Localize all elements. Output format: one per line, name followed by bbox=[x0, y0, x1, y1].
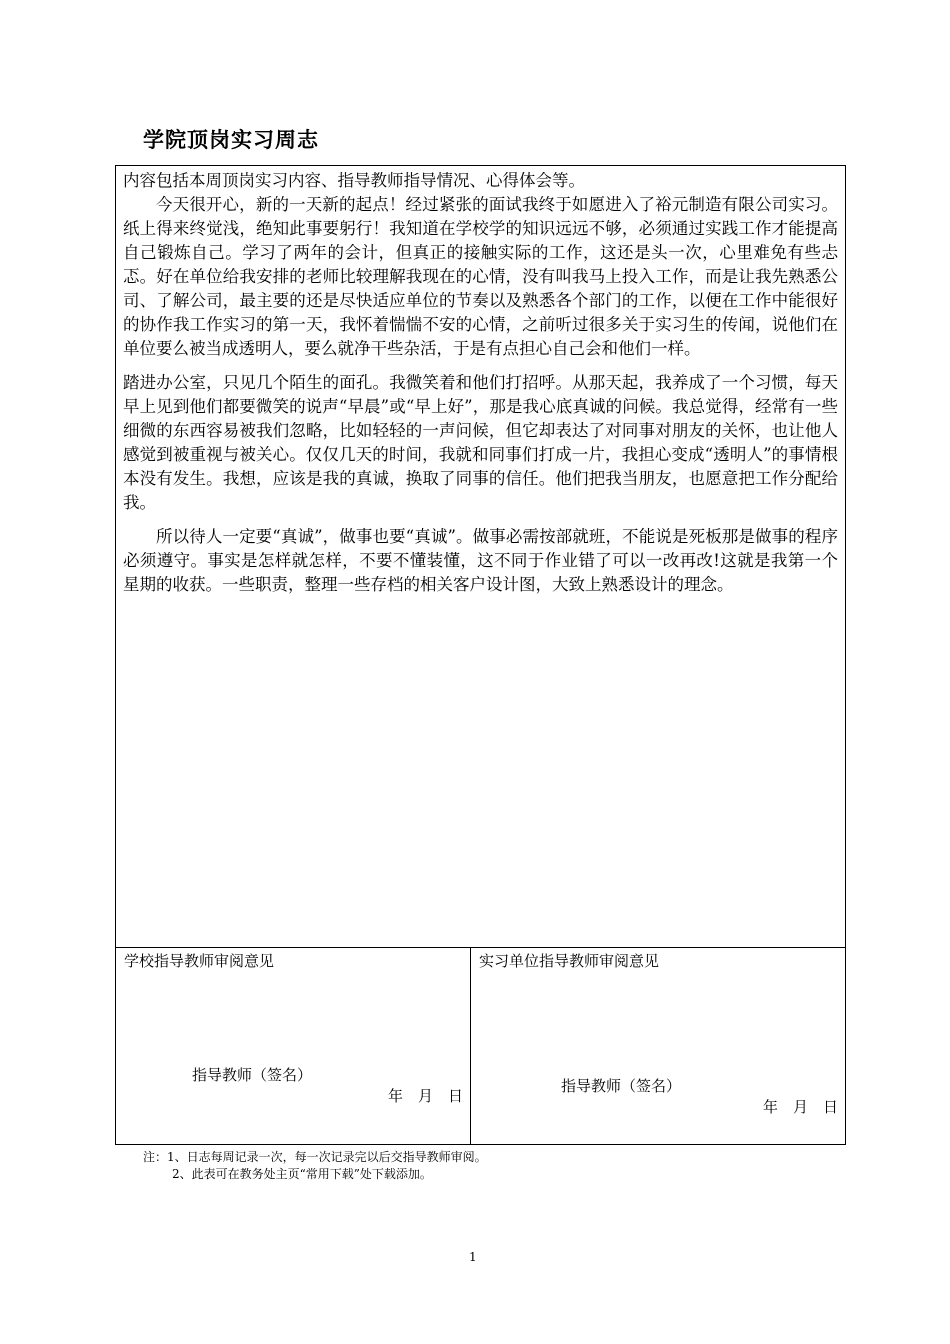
school-teacher-signature: 指导教师（签名） bbox=[192, 1066, 313, 1084]
journal-content-cell bbox=[116, 166, 845, 948]
journal-paragraph-1: 今天很开心，新的一天新的起点！经过紧张的面试我终于如愿进入了裕元制造有限公司实习。纸上得来终觉浅，绝知此事要躬行！我知道在学校学的知识远远不够，必须通过实践工作才能提高自己锻炼自己。学习了两年的会计，但真正的接触实际的工作，这还是头一次，心里难免有些忐忑。好在单位给我安排的老师比较理解我现在的心情，没有叫我马上投入工作，而是让我先熟悉公司、了解公司，最主要的还是尽快适应单位的节奏以及熟悉各个部门的工作，以便在工作中能很好的协作我工作实习的第一天，我怀着惴惴不安的心情，之前听过很多关于实习生的传闻，说他们在单位要么被当成透明人，要么就净干些杂活，于是有点担心自己会和他们一样。 bbox=[123, 195, 838, 358]
page-number: 1 bbox=[469, 1250, 477, 1264]
journal-paragraph-2: 踏进办公室，只见几个陌生的面孔。我微笑着和他们打招呼。从那天起，我养成了一个习惯，每天早上见到他们都要微笑的说声“早晨”或“早上好”，那是我心底真诚的问候。我总觉得，经常有一些细微的东西容易被我们忽略，比如轻轻的一声问候，但它却表达了对同事对朋友的关怀，也让他人感觉到被重视与被关心。仅仅几天的时间，我就和同事们打成一片，我担心变成“透明人”的事情根本没有发生。我想，应该是我的真诚，换取了同事的信任。他们把我当朋友，也愿意把工作分配给我。 bbox=[123, 373, 838, 512]
footnotes bbox=[143, 1149, 487, 1183]
journal-paragraph-3: 所以待人一定要“真诚”，做事也要“真诚”。做事必需按部就班，不能说是死板那是做事的程序必须遵守。事实是怎样就怎样，不要不懂装懂，这不同于作业错了可以一改再改!这就是我第一个星期的收获。一些职责，整理一些存档的相关客户设计图，大致上熟悉设计的理念。 bbox=[123, 527, 838, 594]
footnote-1: 注：1、日志每周记录一次，每一次记录完以后交指导教师审阅。 bbox=[143, 1150, 487, 1164]
school-review-cell bbox=[116, 948, 471, 1145]
unit-review-date: 年 月 日 bbox=[763, 1098, 839, 1116]
unit-review-label: 实习单位指导教师审阅意见 bbox=[479, 952, 660, 970]
page-title: 学院顶岗实习周志 bbox=[143, 128, 319, 152]
journal-form-table bbox=[115, 165, 846, 1145]
content-instructions: 内容包括本周顶岗实习内容、指导教师指导情况、心得体会等。 bbox=[123, 171, 585, 190]
school-review-label: 学校指导教师审阅意见 bbox=[124, 952, 275, 970]
unit-review-cell bbox=[471, 948, 845, 1145]
school-review-date: 年 月 日 bbox=[388, 1087, 464, 1105]
footnote-2: 2、此表可在教务处主页“常用下载”处下载添加。 bbox=[172, 1167, 432, 1181]
unit-teacher-signature: 指导教师（签名） bbox=[561, 1077, 682, 1095]
